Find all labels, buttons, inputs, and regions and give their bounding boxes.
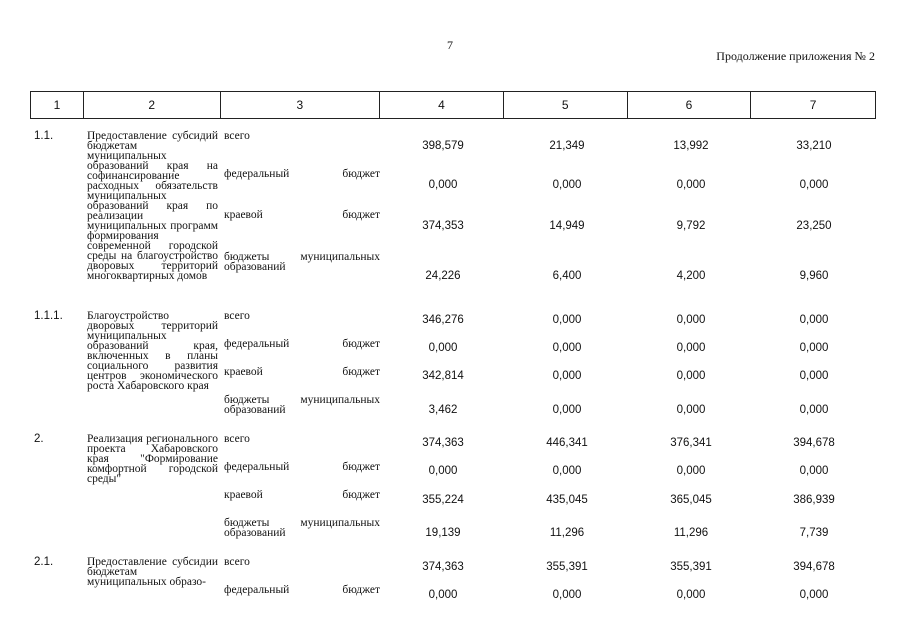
- value-cell: 0,000: [552, 370, 582, 382]
- funding-source: федеральный бюджет: [224, 584, 380, 596]
- header-col-1: 1: [31, 92, 84, 118]
- funding-source: федеральный бюджет: [224, 461, 380, 473]
- value-cell: 0,000: [799, 465, 829, 477]
- value-cell: 374,363: [422, 437, 464, 449]
- value-cell: 394,678: [793, 561, 835, 573]
- table-header: [30, 91, 876, 119]
- value-cell: 9,960: [799, 270, 829, 282]
- funding-source: федеральный бюджет: [224, 338, 380, 350]
- value-cell: 376,341: [670, 437, 712, 449]
- value-cell: 0,000: [676, 465, 706, 477]
- value-cell: 0,000: [676, 342, 706, 354]
- row-description: Предоставление субсидий бюджетам муниципальных образований края на софинансирование расходных обязательств муниципальных образований края по реализации муниципальных программ формирования современной городской среды на благоустройство дворовых территорий многоквартирных домов: [87, 130, 218, 282]
- header-col-3: 3: [221, 92, 381, 118]
- value-cell: 355,391: [546, 561, 588, 573]
- value-cell: 0,000: [552, 465, 582, 477]
- funding-source: всего: [224, 310, 250, 322]
- funding-source: бюджеты муниципальных образований: [224, 394, 380, 416]
- value-cell: 0,000: [676, 404, 706, 416]
- header-col-7: 7: [809, 98, 817, 112]
- value-cell: 6,400: [552, 270, 582, 282]
- value-cell: 0,000: [552, 589, 582, 601]
- value-cell: 435,045: [546, 494, 588, 506]
- header-col-2: 2: [84, 92, 221, 118]
- value-cell: 0,000: [799, 370, 829, 382]
- value-cell: 346,276: [422, 314, 464, 326]
- value-cell: 0,000: [428, 465, 458, 477]
- value-cell: 374,353: [422, 220, 464, 232]
- funding-source: всего: [224, 556, 250, 568]
- value-cell: 7,739: [799, 527, 829, 539]
- value-cell: 0,000: [799, 404, 829, 416]
- funding-source: бюджеты муниципальных образований: [224, 517, 380, 539]
- value-cell: 14,949: [549, 220, 585, 232]
- header-col-6: 6: [628, 92, 752, 118]
- value-cell: 0,000: [799, 342, 829, 354]
- row-description: Реализация регионального проекта Хабаровского края "Формирование комфортной городской среды": [87, 433, 218, 485]
- value-cell: 0,000: [676, 179, 706, 191]
- value-cell: 21,349: [549, 140, 585, 152]
- value-cell: 0,000: [552, 404, 582, 416]
- value-cell: 9,792: [676, 220, 706, 232]
- value-cell: 374,363: [422, 561, 464, 573]
- funding-source: федеральный бюджет: [224, 168, 380, 180]
- value-cell: 11,296: [673, 527, 709, 539]
- value-cell: 0,000: [676, 314, 706, 326]
- value-cell: 0,000: [552, 342, 582, 354]
- page-number: 7: [447, 38, 453, 52]
- value-cell: 3,462: [428, 404, 458, 416]
- value-cell: 0,000: [428, 589, 458, 601]
- row-number: 2.: [34, 433, 44, 445]
- row-description: Предоставление субсидии бюджетам муниципальных образо-: [87, 556, 218, 588]
- value-cell: 23,250: [796, 220, 832, 232]
- value-cell: 0,000: [799, 179, 829, 191]
- row-number: 2.1.: [34, 556, 54, 568]
- funding-source: всего: [224, 130, 250, 142]
- value-cell: 4,200: [676, 270, 706, 282]
- value-cell: 342,814: [422, 370, 464, 382]
- value-cell: 24,226: [425, 270, 461, 282]
- funding-source: краевой бюджет: [224, 209, 380, 221]
- row-description: Благоустройство дворовых территорий муниципальных образований края, включенных в планы социального развития центров экономического роста Хабаровского края: [87, 310, 218, 392]
- funding-source: бюджеты муниципальных образований: [224, 251, 380, 273]
- value-cell: 355,224: [422, 494, 464, 506]
- value-cell: 355,391: [670, 561, 712, 573]
- value-cell: 0,000: [552, 314, 582, 326]
- value-cell: 19,139: [425, 527, 461, 539]
- header-col-4: 4: [380, 92, 504, 118]
- funding-source: всего: [224, 433, 250, 445]
- value-cell: 0,000: [428, 342, 458, 354]
- funding-source: краевой бюджет: [224, 489, 380, 501]
- value-cell: 365,045: [670, 494, 712, 506]
- value-cell: 0,000: [676, 370, 706, 382]
- value-cell: 0,000: [676, 589, 706, 601]
- funding-source: краевой бюджет: [224, 366, 380, 378]
- value-cell: 13,992: [673, 140, 709, 152]
- continuation-caption: Продолжение приложения № 2: [716, 49, 875, 63]
- value-cell: 33,210: [796, 140, 832, 152]
- value-cell: 0,000: [552, 179, 582, 191]
- value-cell: 0,000: [799, 589, 829, 601]
- value-cell: 394,678: [793, 437, 835, 449]
- row-number: 1.1.1.: [34, 310, 63, 322]
- value-cell: 0,000: [428, 179, 458, 191]
- value-cell: 11,296: [549, 527, 585, 539]
- value-cell: 446,341: [546, 437, 588, 449]
- header-col-5: 5: [504, 92, 628, 118]
- value-cell: 386,939: [793, 494, 835, 506]
- value-cell: 0,000: [799, 314, 829, 326]
- row-number: 1.1.: [34, 130, 54, 142]
- value-cell: 398,579: [422, 140, 464, 152]
